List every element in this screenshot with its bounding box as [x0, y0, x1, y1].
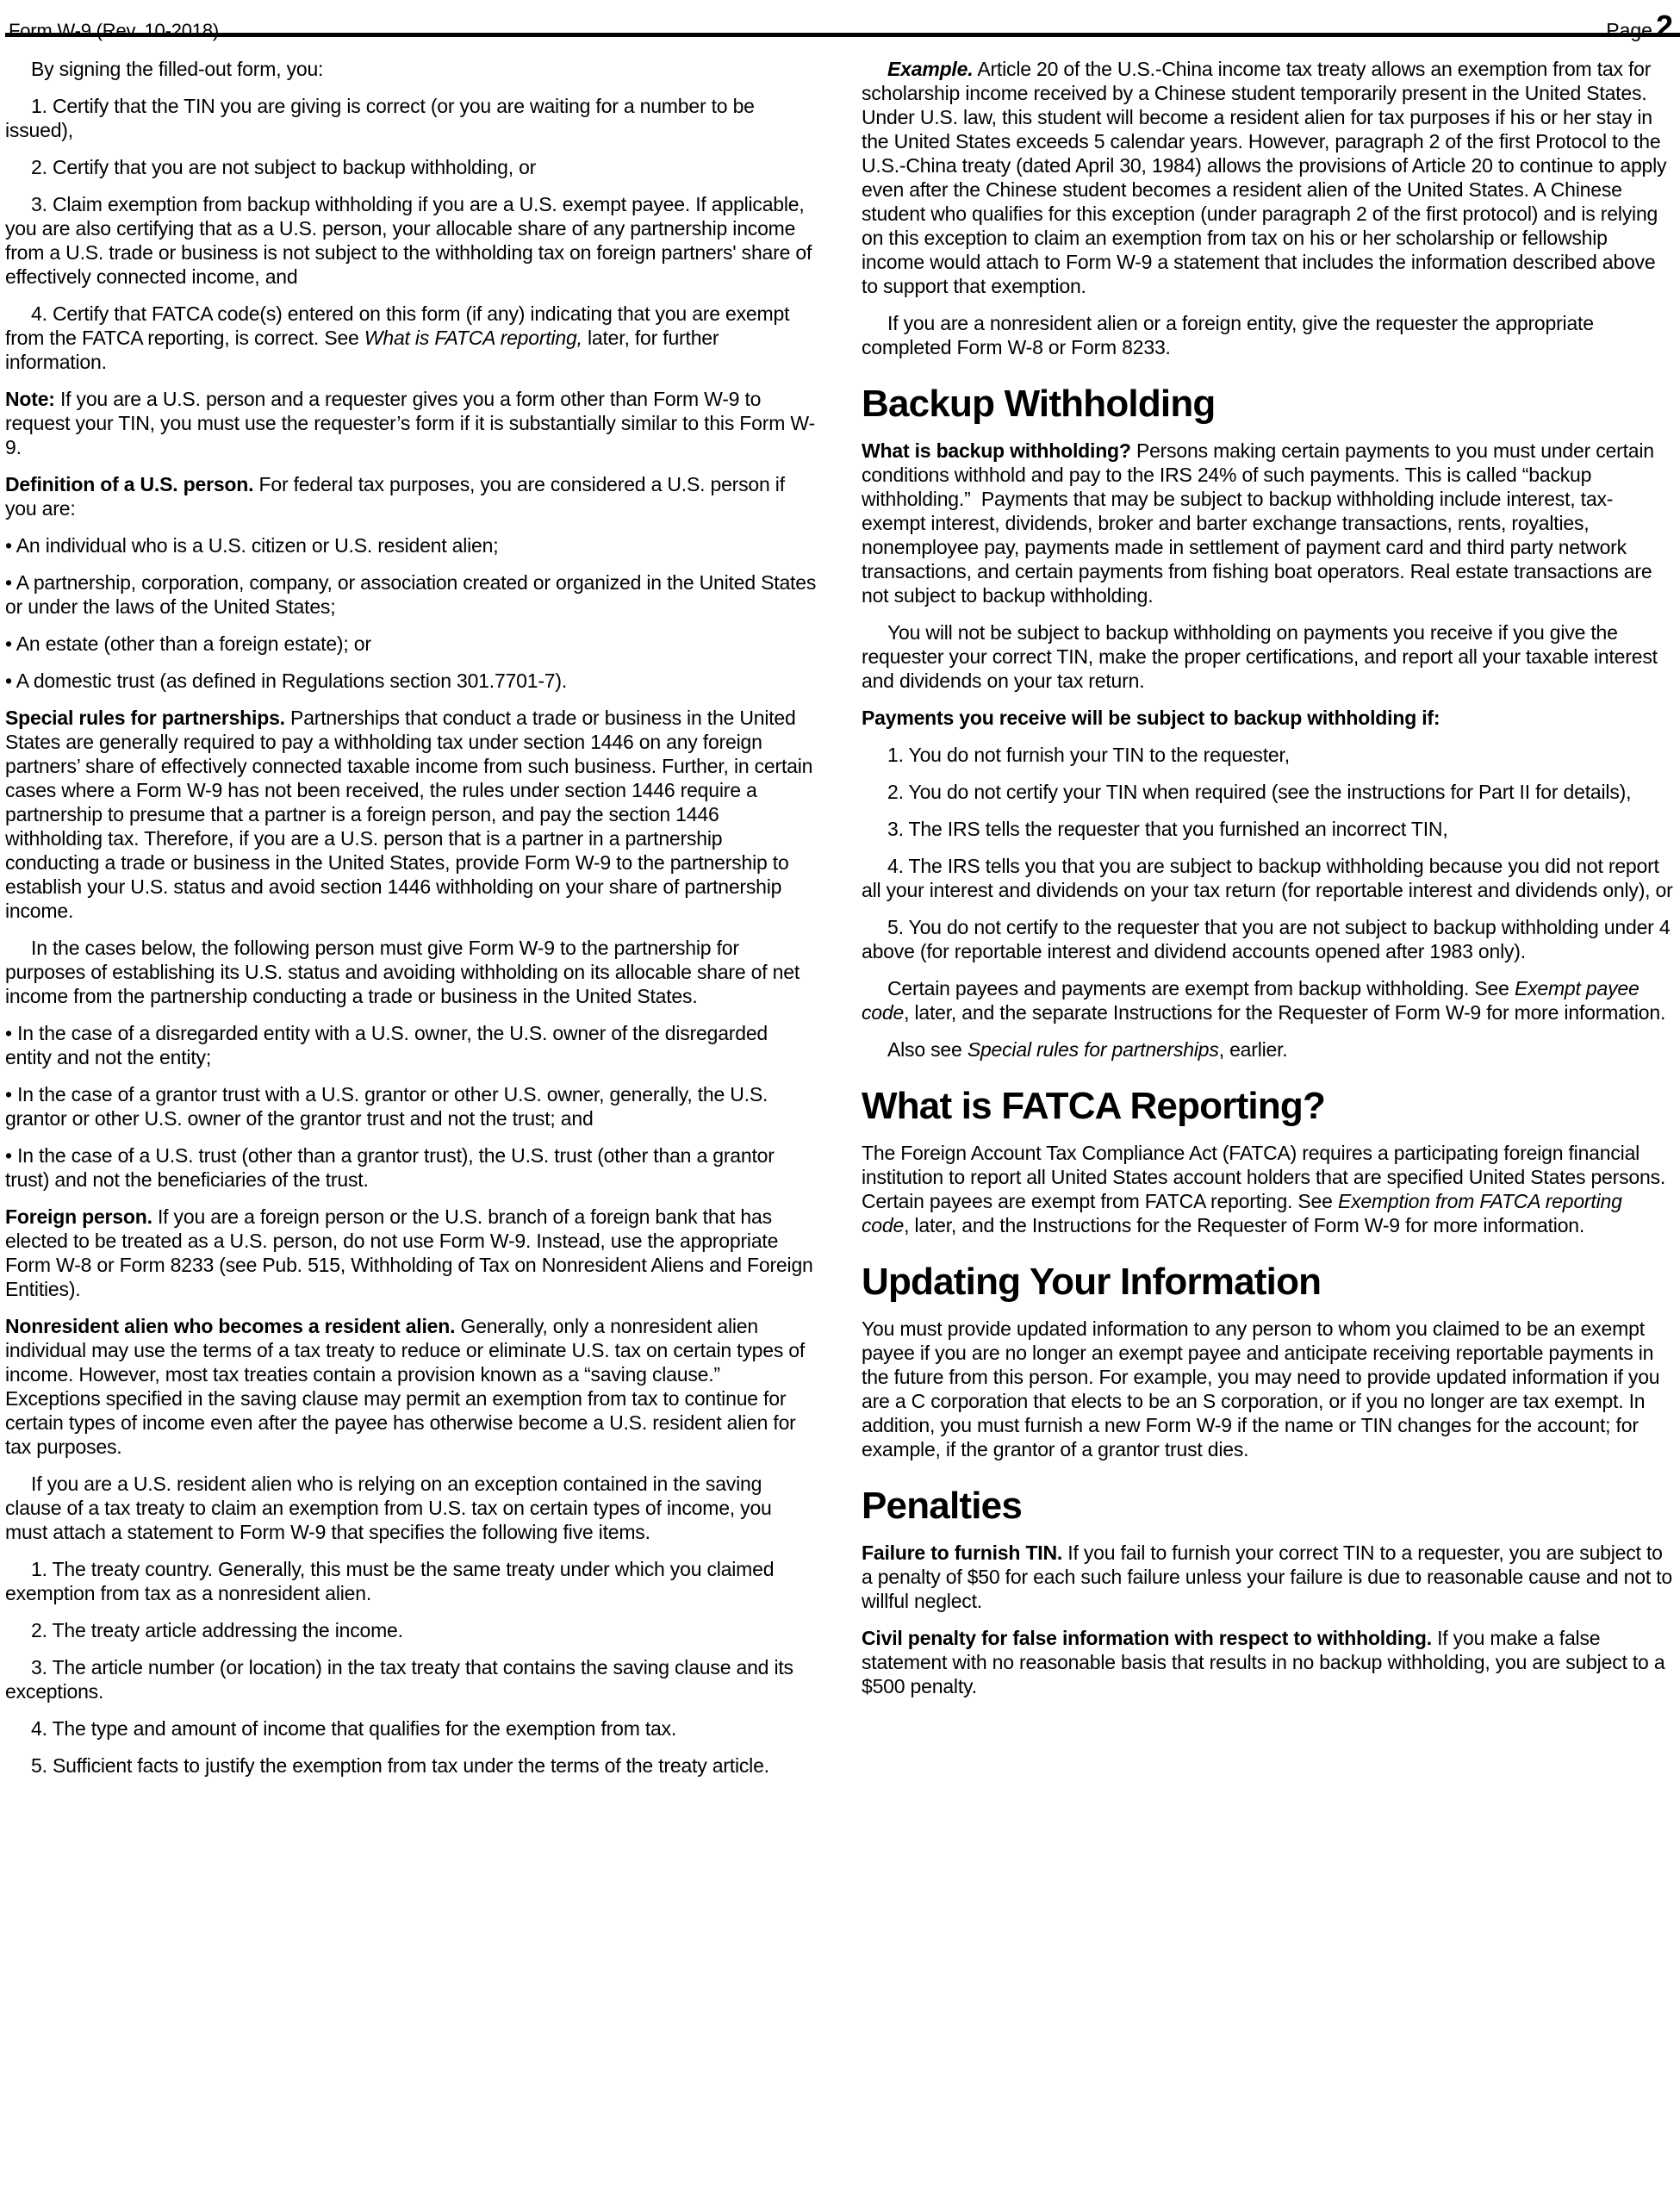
- paragraph: [5, 94, 817, 142]
- text-run: 1. The treaty country. Generally, this must be the same treaty under which you claimed exemption from tax as a nonresident alien.: [5, 1558, 775, 1604]
- paragraph: [862, 976, 1675, 1024]
- paragraph: [5, 472, 817, 520]
- bullet-item: [5, 533, 817, 557]
- paragraph: [5, 706, 817, 923]
- text-run: If you are a U.S. person and a requester gives you a form other than Form W-9 to request your TIN, you must use the requester’s form if it is substantially similar to this Form W-9.: [5, 388, 815, 458]
- text-run: Civil penalty for false information with respect to withholding.: [862, 1627, 1432, 1649]
- paragraph: [5, 936, 817, 1008]
- paragraph: [862, 1037, 1675, 1062]
- bullet-glyph: •: [5, 571, 12, 594]
- paragraph: [5, 1716, 817, 1741]
- bullet-item: [5, 1082, 817, 1130]
- text-run: 5. You do not certify to the requester that you are not subject to backup withholding under 4 above (for reportable interest and dividend accounts opened after 1983 only).: [862, 916, 1671, 962]
- text-run: Payments you receive will be subject to backup withholding if:: [862, 707, 1440, 729]
- paragraph: [862, 817, 1675, 841]
- paragraph: [5, 302, 817, 374]
- text-run: Note:: [5, 388, 55, 410]
- text-run: If you fail to furnish your correct TIN to a requester, you are subject to a penalty of $50 for each such failure unless your failure is due to reasonable cause and not to willful neglect.: [862, 1541, 1673, 1612]
- text-run: In the case of a disregarded entity with a U.S. owner, the U.S. owner of the disregarded entity and not the entity;: [5, 1022, 768, 1068]
- text-run: You must provide updated information to any person to whom you claimed to be an exempt payee if you are no longer an exempt payee and anticipate receiving reportable payments in the future from this person. For example, you may need to provide updated information if you are a C corporation that elects to be an S corporation, or if you no longer are tax exempt. In addition, you must furnish a new Form W-9 if the name or TIN changes for the account; for example, if the grantor of a grantor trust dies.: [862, 1317, 1660, 1460]
- text-run: If you make a false statement with no reasonable basis that results in no backup withholding, you are subject to a $500 penalty.: [862, 1627, 1665, 1697]
- text-run: 2. Certify that you are not subject to backup withholding, or: [31, 156, 537, 178]
- text-run: 1. You do not furnish your TIN to the requester,: [887, 744, 1290, 766]
- bullet-glyph: •: [5, 670, 12, 692]
- paragraph: [5, 1205, 817, 1301]
- text-run: An estate (other than a foreign estate); or: [16, 632, 371, 655]
- bullet-glyph: •: [5, 1022, 12, 1044]
- text-run: An individual who is a U.S. citizen or U.S. resident alien;: [16, 534, 499, 557]
- text-run: Partnerships that conduct a trade or business in the United States are generally required to pay a withholding tax under section 1446 on any foreign partners’ share of effectively connected taxable income from such business. Further, in certain cases where a Form W-9 has not been received, the rules under section 1446 require a partnership to presume that a partner is a foreign person, and pay the section 1446 withholding tax. Therefore, if you are a U.S. person that is a partner in a partnership conducting a trade or business in the United States, provide Form W-9 to the partnership to establish your U.S. status and avoid section 1446 withholding on your share of partnership income.: [5, 707, 813, 922]
- paragraph: [5, 57, 817, 81]
- heading-text: What is FATCA Reporting?: [862, 1085, 1326, 1127]
- paragraph: [862, 620, 1675, 693]
- text-run: If you are a foreign person or the U.S. branch of a foreign bank that has elected to be treated as a U.S. person, do not use Form W-9. Instead, use the appropriate Form W-8 or Form 8233 (see Pub. 515, Withholding of Tax on Nonresident Aliens and Foreign Entities).: [5, 1205, 813, 1300]
- paragraph: [862, 854, 1675, 902]
- bullet-glyph: •: [5, 534, 12, 557]
- bullet-item: [5, 570, 817, 619]
- bullet-item: [5, 1021, 817, 1069]
- heading-text: Backup Withholding: [862, 383, 1216, 425]
- paragraph: [5, 1618, 817, 1642]
- text-run: 1. Certify that the TIN you are giving is correct (or you are waiting for a number to be issued),: [5, 95, 755, 141]
- text-run: Failure to furnish TIN.: [862, 1541, 1063, 1564]
- heading-text: Updating Your Information: [862, 1261, 1322, 1303]
- bullet-item: [5, 632, 817, 656]
- text-run: , later, and the Instructions for the Requester of Form W-9 for more information.: [904, 1214, 1585, 1236]
- text-run: A domestic trust (as defined in Regulations section 301.7701-7).: [16, 670, 568, 692]
- text-run: Nonresident alien who becomes a resident alien.: [5, 1315, 456, 1337]
- text-run: Foreign person.: [5, 1205, 152, 1228]
- text-run: For federal tax purposes, you are considered a U.S. person if you are:: [5, 473, 785, 520]
- paragraph: [862, 1141, 1675, 1237]
- paragraph: [862, 1626, 1675, 1698]
- text-run: 4. The IRS tells you that you are subject to backup withholding because you did not report all your interest and dividends on your tax return (for reportable interest and dividends only), or: [862, 855, 1673, 901]
- paragraph: [5, 1753, 817, 1778]
- text-run: 3. The article number (or location) in the tax treaty that contains the saving clause and its exceptions.: [5, 1656, 793, 1703]
- text-run: You will not be subject to backup withholding on payments you receive if you give the requester your correct TIN, make the proper certifications, and report all your taxable interest and dividends on your tax return.: [862, 621, 1658, 692]
- text-run: What is backup withholding?: [862, 439, 1131, 462]
- paragraph: [862, 780, 1675, 804]
- paragraph: [5, 155, 817, 179]
- heading-text: Penalties: [862, 1485, 1023, 1527]
- text-run: Special rules for partnerships: [967, 1038, 1219, 1061]
- text-run: later, for further information.: [5, 327, 719, 373]
- section-heading: [862, 1086, 1675, 1127]
- text-run: 3. Claim exemption from backup withholding if you are a U.S. exempt payee. If applicable, you are also certifying that as a U.S. person, your allocable share of any partnership income from a U.S. trade or business is not subject to the withholding tax on foreign partners' share of effectively connected income, and: [5, 193, 812, 288]
- paragraph: [5, 192, 817, 289]
- text-run: 5. Sufficient facts to justify the exemption from tax under the terms of the treaty article.: [31, 1754, 769, 1777]
- text-run: What is FATCA reporting,: [364, 327, 582, 349]
- paragraph: [862, 311, 1675, 359]
- section-heading: [862, 1485, 1675, 1527]
- text-run: A partnership, corporation, company, or association created or organized in the United States or under the laws of the United States;: [5, 571, 817, 618]
- paragraph: [5, 1655, 817, 1703]
- text-run: Exemption from FATCA reporting code: [862, 1190, 1622, 1236]
- page-number: 2: [1655, 9, 1673, 44]
- section-heading: [862, 1261, 1675, 1303]
- text-run: If you are a nonresident alien or a foreign entity, give the requester the appropriate completed Form W-8 or Form 8233.: [862, 312, 1594, 358]
- section-heading: [862, 383, 1675, 425]
- text-run: If you are a U.S. resident alien who is relying on an exception contained in the saving clause of a tax treaty to claim an exemption from U.S. tax on certain types of income, you must attach a statement to Form W-9 that specifies the following five items.: [5, 1473, 772, 1543]
- page-word: Page: [1606, 19, 1652, 41]
- page-header: [5, 0, 1680, 44]
- text-run: Definition of a U.S. person.: [5, 473, 254, 495]
- bullet-item: [5, 669, 817, 693]
- text-run: Special rules for partnerships.: [5, 707, 285, 729]
- paragraph: [5, 1314, 817, 1459]
- text-run: 4. Certify that FATCA code(s) entered on this form (if any) indicating that you are exempt from the FATCA reporting, is correct. See: [5, 302, 790, 349]
- text-run: 4. The type and amount of income that qualifies for the exemption from tax.: [31, 1717, 677, 1740]
- text-run: 2. The treaty article addressing the income.: [31, 1619, 403, 1641]
- form-title: Form W-9 (Rev. 10-2018): [9, 20, 219, 41]
- text-run: Certain payees and payments are exempt from backup withholding. See: [887, 977, 1515, 1000]
- text-run: , later, and the separate Instructions for the Requester of Form W-9 for more information.: [904, 1001, 1666, 1024]
- paragraph: [862, 706, 1675, 730]
- paragraph: [862, 439, 1675, 607]
- text-run: Exempt payee code: [862, 977, 1640, 1024]
- paragraph: [862, 57, 1675, 298]
- paragraph: [5, 1472, 817, 1544]
- paragraph: [862, 1317, 1675, 1461]
- paragraph: [862, 743, 1675, 767]
- right-column: [862, 44, 1675, 1778]
- bullet-glyph: •: [5, 1144, 12, 1167]
- paragraph: [862, 915, 1675, 963]
- paragraph: [862, 1541, 1675, 1613]
- text-run: Persons making certain payments to you must under certain conditions withhold and pay to the IRS 24% of such payments. This is called “backup withholding.” Payments that may be subject to backup withholding include interest, tax-exempt interest, dividends, broker and barter exchange transactions, rents, royalties, nonemployee pay, payments made in settlement of payment card and third party network transactions, and certain payments from fishing boat operators. Real estate transactions are not subject to backup withholding.: [862, 439, 1654, 607]
- text-run: Generally, only a nonresident alien individual may use the terms of a tax treaty to reduce or eliminate U.S. tax on certain types of income. However, most tax treaties contain a provision known as a “saving clause.” Exceptions specified in the saving clause may permit an exemption from tax to continue for certain types of income even after the payee has otherwise become a U.S. resident alien for tax purposes.: [5, 1315, 806, 1458]
- bullet-item: [5, 1143, 817, 1192]
- text-run: , earlier.: [1218, 1038, 1288, 1061]
- text-run: Example.: [887, 58, 974, 80]
- bullet-glyph: •: [5, 632, 12, 655]
- text-run: In the cases below, the following person must give Form W-9 to the partnership for purposes of establishing its U.S. status and avoiding withholding on its allocable share of net income from the partnership conducting a trade or business in the United States.: [5, 937, 800, 1007]
- paragraph: [5, 1557, 817, 1605]
- text-run: 3. The IRS tells the requester that you furnished an incorrect TIN,: [887, 818, 1448, 840]
- text-run: By signing the filled-out form, you:: [31, 58, 324, 80]
- text-run: Also see: [887, 1038, 968, 1061]
- left-column: [5, 44, 817, 1778]
- text-run: In the case of a grantor trust with a U.S. grantor or other U.S. owner, generally, the U.S. grantor or other U.S. owner of the grantor trust and not the trust; and: [5, 1083, 768, 1130]
- text-run: The Foreign Account Tax Compliance Act (FATCA) requires a participating foreign financial institution to report all United States account holders that are specified United States persons. Certain payees are exempt from FATCA reporting. See: [862, 1142, 1666, 1212]
- page-indicator: [1606, 9, 1673, 45]
- text-run: Article 20 of the U.S.-China income tax treaty allows an exemption from tax for scholarship income received by a Chinese student temporarily present in the United States. Under U.S. law, this student will become a resident alien for tax purposes if his or her stay in the United States exceeds 5 calendar years. However, paragraph 2 of the first Protocol to the U.S.-China treaty (dated April 30, 1984) allows the provisions of Article 20 to continue to apply even after the Chinese student becomes a resident alien of the United States. A Chinese student who qualifies for this exception (under paragraph 2 of the first protocol) and is relying on this exception to claim an exemption from tax on his or her scholarship or fellowship income would attach to Form W-9 a statement that includes the information described above to support that exemption.: [862, 58, 1667, 297]
- text-run: 2. You do not certify your TIN when required (see the instructions for Part II for details),: [887, 781, 1632, 803]
- text-run: In the case of a U.S. trust (other than a grantor trust), the U.S. trust (other than a grantor trust) and not the beneficiaries of the trust.: [5, 1144, 775, 1191]
- two-column-body: [5, 37, 1680, 1778]
- bullet-glyph: •: [5, 1083, 12, 1105]
- paragraph: [5, 387, 817, 459]
